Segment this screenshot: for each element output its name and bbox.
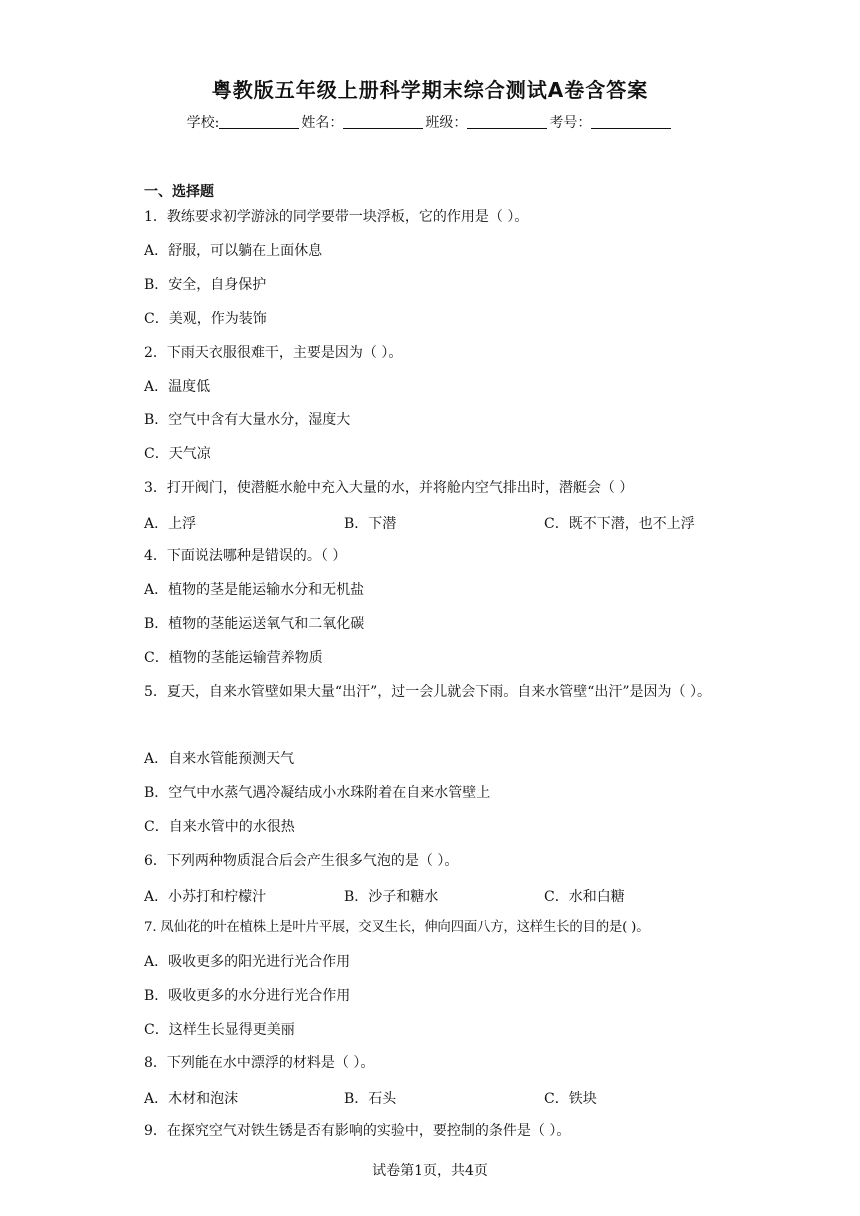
question-stem: 5．夏天，自来水管壁如果大量“出汗”，过一会儿就会下雨。自来水管壁“出汗”是因为（ ）。 <box>144 684 711 700</box>
answer-option: B．吸收更多的水分进行光合作用 <box>144 988 351 1004</box>
question-stem: 7. 凤仙花的叶在植株上是叶片平展，交叉生长，伸向四面八方，这样生长的目的是( )。 <box>144 920 650 935</box>
question-stem: 1．教练要求初学游泳的同学要带一块浮板，它的作用是（ ）。 <box>144 209 529 225</box>
answer-option: A．小苏打和柠檬汁 <box>144 889 267 905</box>
student-info-row <box>0 112 860 132</box>
answer-option: C．植物的茎能运输营养物质 <box>144 650 323 666</box>
answer-option: A．自来水管能预测天气 <box>144 751 295 767</box>
class-blank <box>467 114 547 129</box>
question-stem: 8．下列能在水中漂浮的材料是（ ）。 <box>144 1055 375 1071</box>
question-stem: 9．在探究空气对铁生锈是否有影响的实验中，要控制的条件是（ ）。 <box>144 1123 571 1139</box>
question-stem: 3．打开阀门，使潜艇水舱中充入大量的水，并将舱内空气排出时，潜艇会（ ） <box>144 480 634 496</box>
answer-option: A．温度低 <box>144 379 211 395</box>
page-title: 粤教版五年级上册科学期末综合测试A卷含答案 <box>211 78 649 102</box>
exam-number-blank <box>591 114 671 129</box>
answer-option: C．既不下潜，也不上浮 <box>544 516 695 532</box>
answer-option: C．水和白糖 <box>544 889 625 905</box>
answer-option: C．自来水管中的水很热 <box>144 819 295 835</box>
answer-option: A．上浮 <box>144 516 197 532</box>
section-title: 一、选择题 <box>144 184 214 200</box>
question-stem: 4．下面说法哪种是错误的。（ ） <box>144 548 347 564</box>
school-label: 学校: <box>186 115 220 131</box>
name-label: 姓名： <box>301 115 344 131</box>
question-stem: 6．下列两种物质混合后会产生很多气泡的是（ ）。 <box>144 853 459 869</box>
school-blank <box>219 114 299 129</box>
answer-option: A．木材和泡沫 <box>144 1091 239 1107</box>
answer-option: C．美观，作为装饰 <box>144 311 267 327</box>
answer-option: A．植物的茎是能运输水分和无机盐 <box>144 582 365 598</box>
answer-option: B．空气中水蒸气遇冷凝结成小水珠附着在自来水管壁上 <box>144 785 491 801</box>
exam-number-label: 考号： <box>549 115 592 131</box>
answer-option: C．铁块 <box>544 1091 597 1107</box>
name-blank <box>343 114 423 129</box>
answer-option: B．沙子和糖水 <box>344 889 439 905</box>
answer-option: C．这样生长显得更美丽 <box>144 1022 295 1038</box>
answer-option: B．下潜 <box>344 516 397 532</box>
answer-option: B．石头 <box>344 1091 397 1107</box>
answer-option: B．植物的茎能运送氧气和二氧化碳 <box>144 616 365 632</box>
answer-option: A．舒服，可以躺在上面休息 <box>144 243 323 259</box>
class-label: 班级： <box>425 115 468 131</box>
answer-option: A．吸收更多的阳光进行光合作用 <box>144 954 351 970</box>
page-footer: 试卷第1页，共4页 <box>372 1163 488 1179</box>
answer-option: C．天气凉 <box>144 446 211 462</box>
answer-option: B．空气中含有大量水分，湿度大 <box>144 412 351 428</box>
question-stem: 2．下雨天衣服很难干，主要是因为（ ）。 <box>144 345 403 361</box>
answer-option: B．安全，自身保护 <box>144 277 267 293</box>
